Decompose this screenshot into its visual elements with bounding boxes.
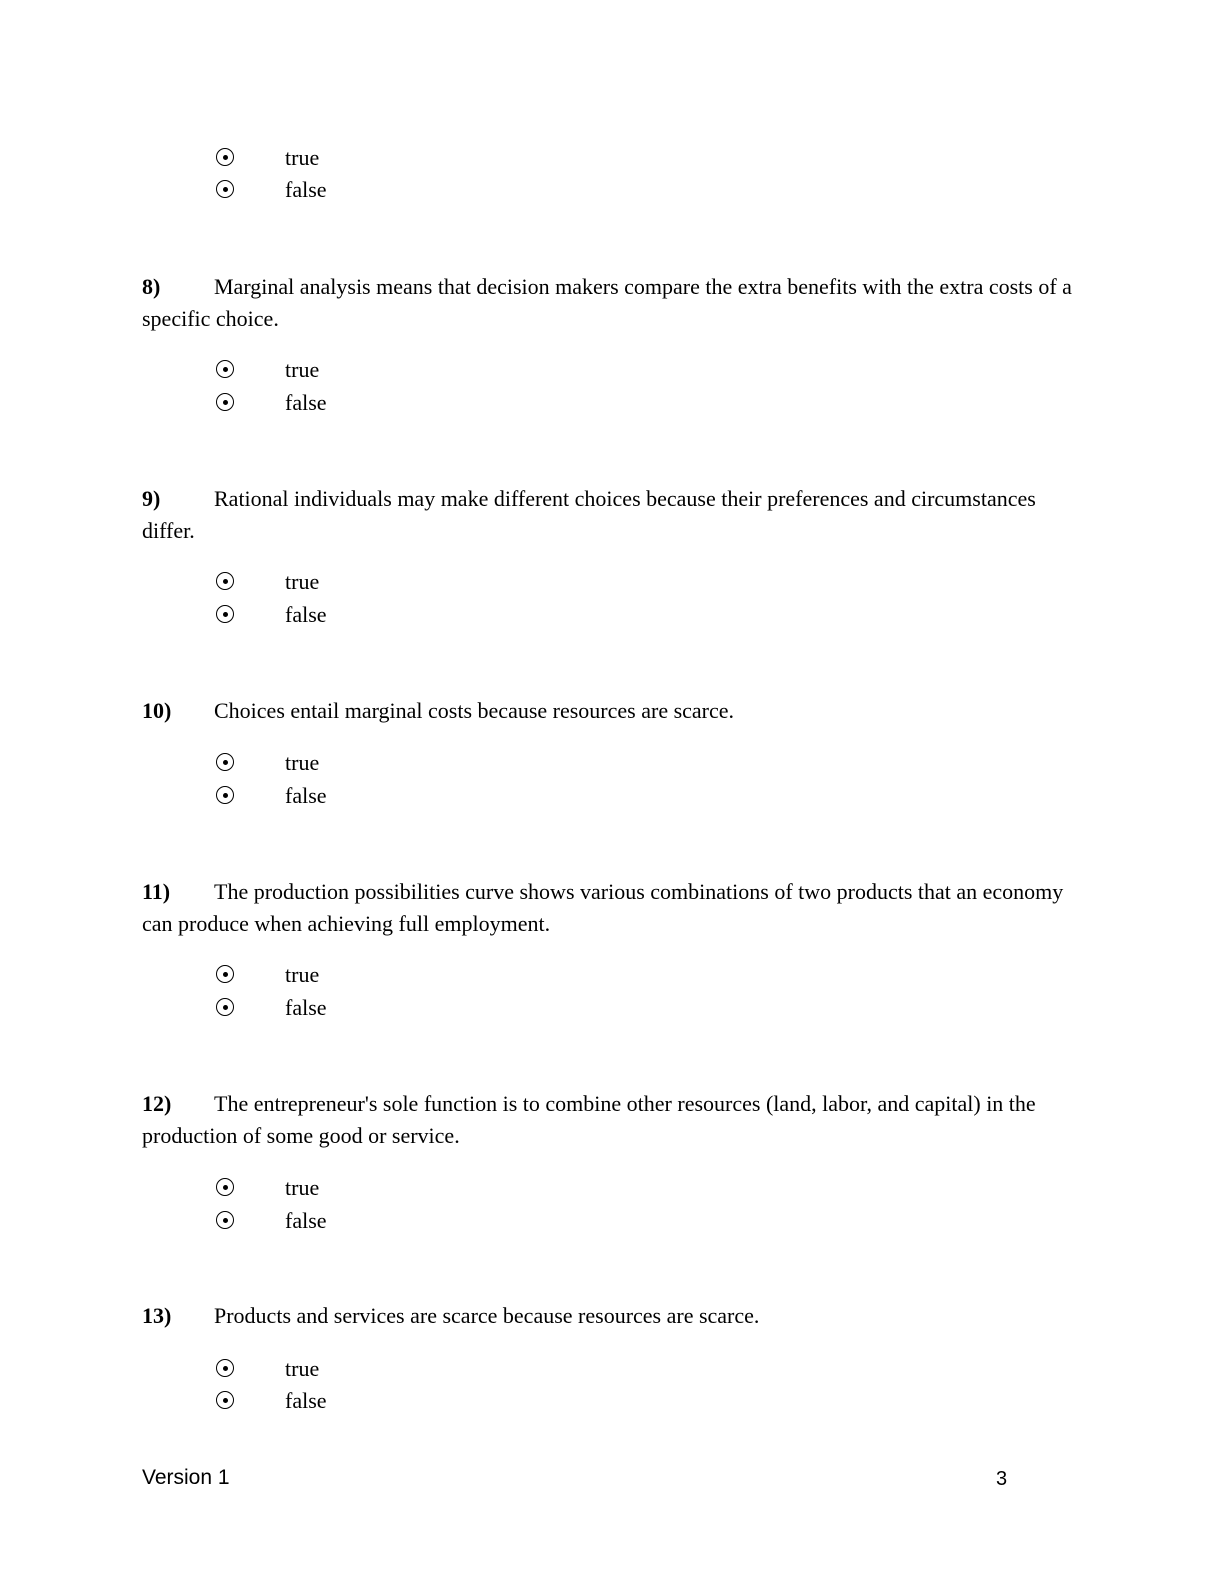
option-label: false bbox=[285, 1208, 327, 1233]
footer-version: Version 1 bbox=[142, 1466, 230, 1489]
option-label: false bbox=[285, 390, 327, 415]
question-text: The entrepreneur's sole function is to combine other resources (land, labor, and capital) in the production of some good or service. bbox=[142, 1091, 1036, 1148]
option-true[interactable] bbox=[216, 748, 616, 778]
option-label: false bbox=[285, 995, 327, 1020]
option-label: true bbox=[285, 569, 320, 594]
radio-icon[interactable] bbox=[216, 605, 234, 623]
option-false[interactable] bbox=[216, 600, 616, 630]
option-label: true bbox=[285, 1356, 320, 1381]
question-text: Products and services are scarce because resources are scarce. bbox=[214, 1303, 760, 1328]
radio-icon[interactable] bbox=[216, 360, 234, 378]
question-number: 8) bbox=[142, 274, 161, 299]
question-text: Rational individuals may make different choices because their preferences and circumstances differ. bbox=[142, 486, 1036, 543]
question-text: Choices entail marginal costs because resources are scarce. bbox=[214, 698, 735, 723]
option-label: false bbox=[285, 602, 327, 627]
question-number: 9) bbox=[142, 486, 161, 511]
radio-icon[interactable] bbox=[216, 1391, 234, 1409]
option-true[interactable] bbox=[216, 1173, 616, 1203]
option-true[interactable] bbox=[216, 355, 616, 385]
option-true[interactable] bbox=[216, 143, 616, 173]
question-text: Marginal analysis means that decision makers compare the extra benefits with the extra costs of a specific choice. bbox=[142, 274, 1072, 331]
option-label: false bbox=[285, 177, 327, 202]
question-text: The production possibilities curve shows various combinations of two products that an economy can produce when achieving full employment. bbox=[142, 879, 1064, 936]
radio-icon[interactable] bbox=[216, 572, 234, 590]
option-label: true bbox=[285, 1175, 320, 1200]
question-11 bbox=[142, 876, 1082, 940]
option-label: false bbox=[285, 783, 327, 808]
radio-icon[interactable] bbox=[216, 998, 234, 1016]
question-8 bbox=[142, 271, 1082, 335]
option-true[interactable] bbox=[216, 1354, 616, 1384]
radio-icon[interactable] bbox=[216, 786, 234, 804]
option-label: true bbox=[285, 750, 320, 775]
radio-icon[interactable] bbox=[216, 965, 234, 983]
question-12 bbox=[142, 1088, 1082, 1152]
question-9 bbox=[142, 483, 1082, 547]
option-false[interactable] bbox=[216, 781, 616, 811]
radio-icon[interactable] bbox=[216, 1359, 234, 1377]
radio-icon[interactable] bbox=[216, 180, 234, 198]
question-number: 12) bbox=[142, 1091, 172, 1116]
question-number: 11) bbox=[142, 879, 171, 904]
option-label: true bbox=[285, 357, 320, 382]
option-true[interactable] bbox=[216, 960, 616, 990]
radio-icon[interactable] bbox=[216, 753, 234, 771]
question-13 bbox=[142, 1300, 1082, 1332]
option-label: true bbox=[285, 145, 320, 170]
question-number: 10) bbox=[142, 698, 172, 723]
option-false[interactable] bbox=[216, 1206, 616, 1236]
question-number: 13) bbox=[142, 1303, 172, 1328]
question-10 bbox=[142, 695, 1082, 727]
option-true[interactable] bbox=[216, 567, 616, 597]
option-label: false bbox=[285, 1388, 327, 1413]
page-number: 3 bbox=[996, 1468, 1008, 1490]
radio-icon[interactable] bbox=[216, 148, 234, 166]
option-false[interactable] bbox=[216, 1386, 616, 1416]
option-false[interactable] bbox=[216, 993, 616, 1023]
option-false[interactable] bbox=[216, 175, 616, 205]
option-label: true bbox=[285, 962, 320, 987]
radio-icon[interactable] bbox=[216, 1211, 234, 1229]
radio-icon[interactable] bbox=[216, 393, 234, 411]
option-false[interactable] bbox=[216, 388, 616, 418]
radio-icon[interactable] bbox=[216, 1178, 234, 1196]
